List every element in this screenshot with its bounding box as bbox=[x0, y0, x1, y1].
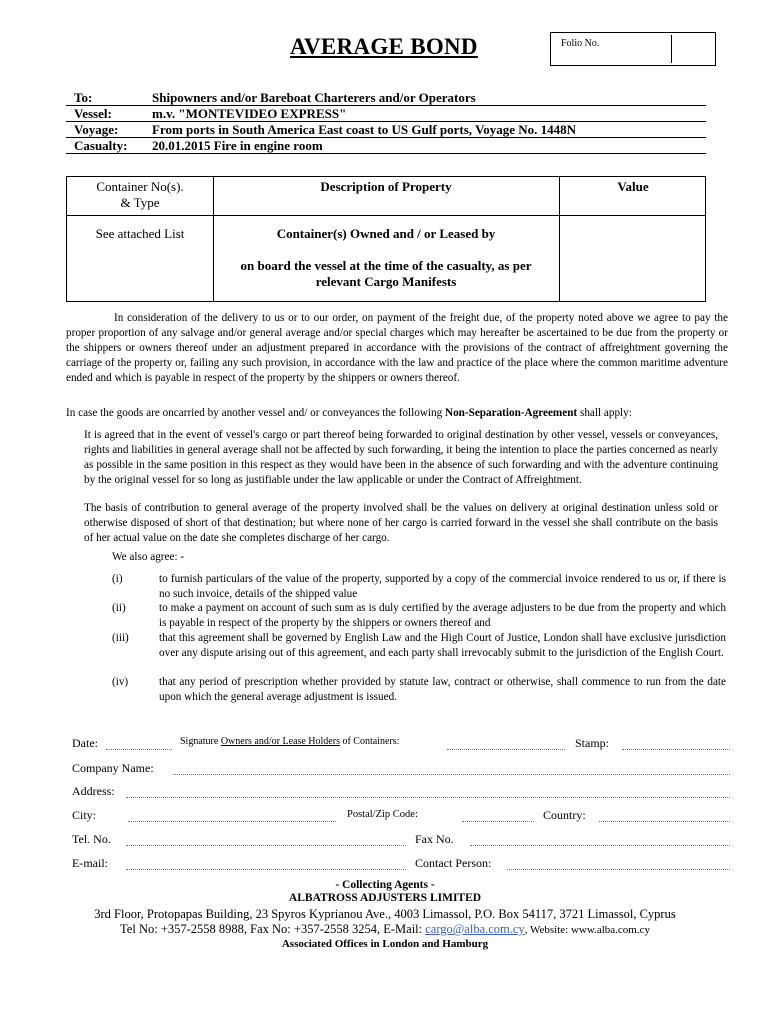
we-also-agree: We also agree: - bbox=[112, 551, 185, 563]
vessel-value: m.v. "MONTEVIDEO EXPRESS" bbox=[152, 106, 347, 121]
city-field[interactable] bbox=[128, 821, 336, 822]
oncarried-suffix: shall apply: bbox=[577, 407, 632, 419]
email-label: E-mail: bbox=[72, 856, 108, 870]
tel-field[interactable] bbox=[126, 845, 406, 846]
date-label: Date: bbox=[72, 736, 98, 750]
casualty-value: 20.01.2015 Fire in engine room bbox=[152, 138, 323, 153]
info-row-vessel bbox=[66, 106, 706, 122]
description-value-line1: Container(s) Owned and / or Leased by bbox=[276, 226, 496, 241]
description-value-line3: relevant Cargo Manifests bbox=[315, 274, 457, 289]
voyage-label: Voyage: bbox=[74, 122, 119, 137]
table-header-divider bbox=[67, 215, 705, 216]
agent-company-name: ALBATROSS ADJUSTERS LIMITED bbox=[288, 892, 482, 904]
signature-suffix: of Containers: bbox=[339, 736, 400, 747]
signature-owners: Owners and/or Lease Holders bbox=[220, 736, 340, 747]
document-title: AVERAGE BOND bbox=[290, 34, 478, 59]
stamp-label: Stamp: bbox=[575, 736, 610, 750]
tel-label: Tel. No. bbox=[72, 832, 111, 846]
agent-contacts bbox=[0, 922, 770, 937]
folio-divider bbox=[671, 35, 672, 63]
container-value: See attached List bbox=[95, 226, 185, 241]
item-number: (i) bbox=[112, 573, 123, 585]
item-number: (ii) bbox=[112, 602, 126, 614]
oncarried-prefix: In case the goods are oncarried by another vessel and/ or conveyances the following bbox=[66, 407, 445, 419]
fax-field[interactable] bbox=[470, 845, 730, 846]
item-number: (iv) bbox=[112, 676, 129, 688]
contribution-paragraph: The basis of contribution to general average of the property involved shall be the values on delivery at original destination unless sold or otherwise disposed of short of that destination; but where none of her cargo is carried forward in the vessel she shall contribute on the basis of her actual value on the date she completes discharge of her cargo. bbox=[84, 502, 718, 544]
value-header: Value bbox=[617, 179, 649, 194]
stamp-field[interactable] bbox=[622, 749, 730, 750]
non-separation-agreement: Non-Separation-Agreement bbox=[445, 407, 578, 419]
forwarding-paragraph: It is agreed that in the event of vessel's cargo or part thereof being forwarded to original destination by other vessel, vessels or conveyances, rights and liabilities in general average shall not be affected by such forwarding, it being the intention to place the parties concerned as nearly as possible in the same position in this respect as they would have been in the absence of such forwarding and with the adventure continuing by the original vessel for so long as justifiable under the law applicable or under the Contract of Affreightment. bbox=[84, 429, 718, 486]
item-number: (iii) bbox=[112, 632, 129, 644]
description-value-line2: on board the vessel at the time of the casualty, as per bbox=[240, 258, 532, 273]
contact-person-field[interactable] bbox=[507, 869, 730, 870]
postal-code-label: Postal/Zip Code: bbox=[347, 809, 418, 820]
signature-field[interactable] bbox=[447, 749, 565, 750]
collecting-agents: - Collecting Agents - bbox=[335, 879, 435, 891]
date-field[interactable] bbox=[106, 749, 172, 750]
company-name-label: Company Name: bbox=[72, 761, 154, 775]
info-row-casualty bbox=[66, 138, 706, 154]
postal-code-field[interactable] bbox=[462, 821, 534, 822]
container-header bbox=[67, 179, 213, 211]
email-field[interactable] bbox=[126, 869, 406, 870]
country-label: Country: bbox=[543, 808, 586, 822]
folio-box bbox=[550, 32, 716, 66]
oncarried-paragraph bbox=[66, 406, 728, 421]
agent-address: 3rd Floor, Protopapas Building, 23 Spyros Kyprianou Ave., 4003 Limassol, P.O. Box 54117, 3721 Limassol, Cyprus bbox=[94, 907, 676, 921]
to-value: Shipowners and/or Bareboat Charterers and/or Operators bbox=[152, 90, 476, 105]
item-text: that this agreement shall be governed by English Law and the High Court of Justice, London shall have exclusive jurisdiction over any dispute arising out of this agreement, and each party shall irrevocably submit to the jurisdiction of the English Court. bbox=[159, 632, 726, 659]
signature-label bbox=[180, 736, 399, 747]
info-row-voyage bbox=[66, 122, 706, 138]
agent-website: , Website: www.alba.com.cy bbox=[524, 924, 650, 936]
table-divider bbox=[559, 177, 560, 301]
item-text: to make a payment on account of such sum as is duly certified by the average adjusters to be due from the property and which is payable in respect of the property by the shippers or owners thereof and bbox=[159, 602, 726, 629]
address-label: Address: bbox=[72, 784, 115, 798]
agent-email-link[interactable]: cargo@alba.com.cy bbox=[425, 922, 525, 936]
vessel-label: Vessel: bbox=[74, 106, 112, 121]
country-field[interactable] bbox=[599, 821, 730, 822]
to-label: To: bbox=[74, 90, 93, 105]
item-text: that any period of prescription whether provided by statute law, contract or otherwise, shall commence to run from the date upon which the general average adjustment is issued. bbox=[159, 676, 726, 703]
item-text: to furnish particulars of the value of the property, supported by a copy of the commercial invoice rendered to us or, if there is no such invoice, details of the shipped value bbox=[159, 573, 726, 600]
associated-offices: Associated Offices in London and Hamburg bbox=[281, 938, 489, 950]
info-row-to bbox=[66, 90, 706, 106]
signature-prefix: Signature bbox=[180, 736, 221, 747]
company-name-field[interactable] bbox=[173, 774, 730, 775]
voyage-value: From ports in South America East coast to US Gulf ports, Voyage No. 1448N bbox=[152, 122, 577, 137]
consideration-paragraph: In consideration of the delivery to us or to our order, on payment of the freight due, of the property noted above we agree to pay the proper proportion of any salvage and/or general average and/or special charges which may hereafter be ascertained to be due from the property or the shippers or owners thereof under an adjustment prepared in accordance with the provisions of the contract of affreightment governing the carriage of the property or, failing any such provision, in accordance with the law and practice of the place where the common maritime adventure ended and which is payable in respect of the property by the shippers or owners thereof. bbox=[66, 312, 728, 384]
container-header-line2: & Type bbox=[120, 195, 160, 210]
contact-person-label: Contact Person: bbox=[415, 856, 492, 870]
container-header-line1: Container No(s). bbox=[96, 179, 184, 194]
fax-label: Fax No. bbox=[415, 832, 454, 846]
casualty-label: Casualty: bbox=[74, 138, 128, 153]
address-field[interactable] bbox=[126, 797, 730, 798]
description-header: Description of Property bbox=[320, 179, 452, 194]
agent-tel-fax: Tel No: +357-2558 8988, Fax No: +357-2558 3254, E-Mail: bbox=[120, 922, 426, 936]
folio-label: Folio No. bbox=[561, 38, 600, 49]
city-label: City: bbox=[72, 808, 97, 822]
property-table bbox=[66, 176, 706, 302]
